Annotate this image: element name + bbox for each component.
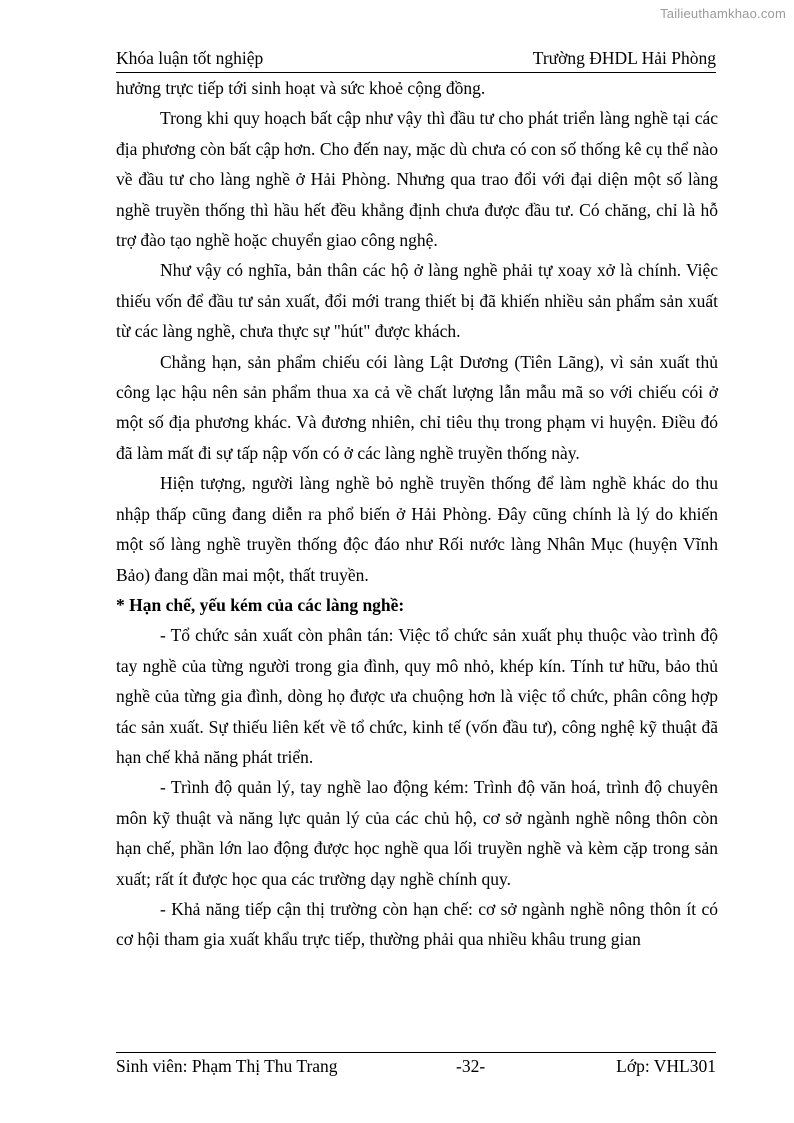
paragraph-abandonment: Hiện tượng, người làng nghề bỏ nghề truyền thống để làm nghề khác do thu nhập thấp cũng đang diễn ra phổ biến ở Hải Phòng. Đây cũng chính là lý do khiến một số làng nghề truyền thống độc đáo như Rối nước làng Nhân Mục (huyện Vĩnh Bảo) đang dần mai một, thất truyền. xyxy=(116,473,718,585)
document-body xyxy=(116,73,718,955)
footer-student-name: Sinh viên: Phạm Thị Thu Trang xyxy=(116,1056,338,1076)
page-header xyxy=(116,48,716,73)
page-number: -32- xyxy=(456,1056,486,1076)
watermark-text: Tailieuthamkhao.com xyxy=(660,6,786,21)
paragraph-self-reliance: Như vậy có nghĩa, bản thân các hộ ở làng nghề phải tự xoay xở là chính. Việc thiếu vốn để đầu tư sản xuất, đổi mới trang thiết bị đã khiến nhiều sản phẩm sản xuất từ các làng nghề, chưa thực sự "hút" được khách. xyxy=(116,260,718,342)
footer-class: Lớp: VHL301 xyxy=(616,1056,716,1076)
paragraph-organization: - Tổ chức sản xuất còn phân tán: Việc tổ chức sản xuất phụ thuộc vào trình độ tay nghề của từng người trong gia đình, quy mô nhỏ, khép kín. Tính tư hữu, bảo thủ nghề của từng gia đình, dòng họ được ưa chuộng hơn là việc tổ chức, phân công hợp tác sản xuất. Sự thiếu liên kết về tổ chức, kinh tế (vốn đầu tư), công nghệ kỹ thuật đã hạn chế khả năng phát triển. xyxy=(116,625,718,767)
paragraph-investment: Trong khi quy hoạch bất cập như vậy thì đầu tư cho phát triển làng nghề tại các địa phương còn bất cập hơn. Cho đến nay, mặc dù chưa có con số thống kê cụ thể nào về đầu tư cho làng nghề ở Hải Phòng. Nhưng qua trao đổi với đại diện một số làng nghề truyền thống thì hầu hết đều khẳng định chưa được đầu tư. Có chăng, chỉ là hỗ trợ đào tạo nghề hoặc chuyển giao công nghệ. xyxy=(116,108,718,251)
paragraph-market-access: - Khả năng tiếp cận thị trường còn hạn chế: cơ sở ngành nghề nông thôn ít có cơ hội tham gia xuất khẩu trực tiếp, thường phải qua nhiều khâu trung gian xyxy=(116,898,718,950)
page-footer xyxy=(116,1052,716,1079)
paragraph-example-mat: Chẳng hạn, sản phẩm chiếu cói làng Lật Dương (Tiên Lãng), vì sản xuất thủ công lạc hậu nên sản phẩm thua xa cả về chất lượng lẫn mẫu mã so với chiếu cói ở một số địa phương khác. Và đương nhiên, chỉ tiêu thụ trong phạm vi huyện. Điều đó đã làm mất đi sự tấp nập vốn có ở các làng nghề truyền thống này. xyxy=(116,351,718,463)
paragraph-management: - Trình độ quản lý, tay nghề lao động kém: Trình độ văn hoá, trình độ chuyên môn kỹ thuật và năng lực quản lý của các chủ hộ, cơ sở ngành nghề nông thôn còn hạn chế, phần lớn lao động được học nghề qua lối truyền nghề và kèm cặp trong sản xuất; rất ít được học qua các trường dạy nghề chính quy. xyxy=(116,777,718,889)
paragraph-continued: hưởng trực tiếp tới sinh hoạt và sức khoẻ cộng đồng. xyxy=(116,78,486,98)
header-university: Trường ĐHDL Hải Phòng xyxy=(532,48,716,68)
section-heading-limitations: * Hạn chế, yếu kém của các làng nghề: xyxy=(116,594,405,615)
header-thesis-title: Khóa luận tốt nghiệp xyxy=(116,48,264,68)
